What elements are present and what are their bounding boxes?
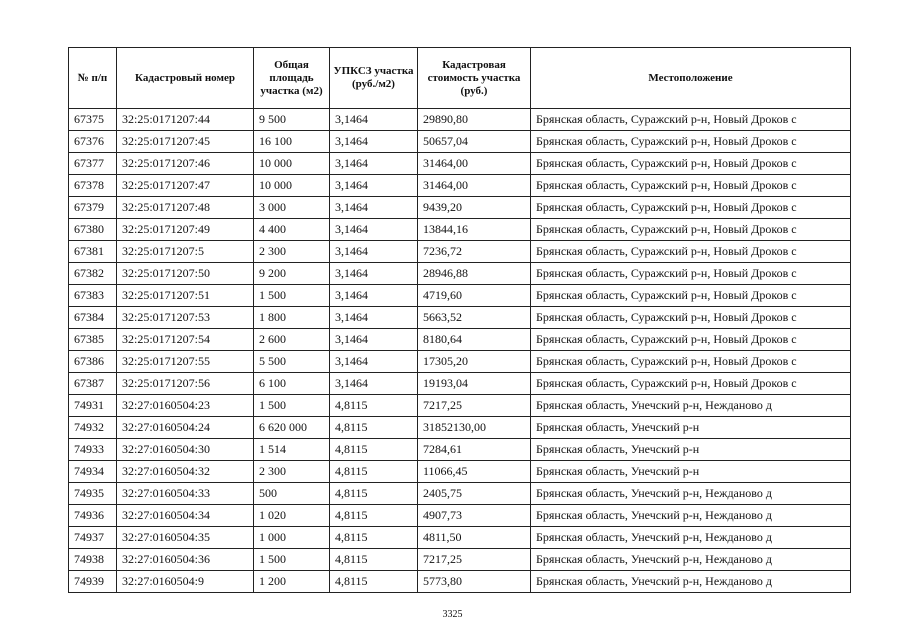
table-row <box>69 549 851 571</box>
cell-num: 74931 <box>69 395 117 417</box>
cell-num: 74939 <box>69 571 117 593</box>
cell-num: 74935 <box>69 483 117 505</box>
cell-upk: 3,1464 <box>330 351 418 373</box>
table-row <box>69 527 851 549</box>
table-row <box>69 329 851 351</box>
cell-area: 1 000 <box>254 527 330 549</box>
cell-num: 67377 <box>69 153 117 175</box>
cell-location: Брянская область, Суражский р-н, Новый Дроков с <box>531 175 851 197</box>
cell-area: 2 600 <box>254 329 330 351</box>
cell-cadastral-number: 32:27:0160504:24 <box>117 417 254 439</box>
cell-cadastral-cost: 7284,61 <box>418 439 531 461</box>
cell-location: Брянская область, Унечский р-н <box>531 439 851 461</box>
cell-upk: 4,8115 <box>330 439 418 461</box>
cell-location: Брянская область, Суражский р-н, Новый Дроков с <box>531 109 851 131</box>
cell-cadastral-cost: 9439,20 <box>418 197 531 219</box>
cell-num: 67386 <box>69 351 117 373</box>
cell-num: 74937 <box>69 527 117 549</box>
header-cadastral-number: Кадастровый номер <box>117 48 254 109</box>
cell-upk: 4,8115 <box>330 549 418 571</box>
cell-cadastral-cost: 17305,20 <box>418 351 531 373</box>
cell-area: 6 620 000 <box>254 417 330 439</box>
cell-num: 74933 <box>69 439 117 461</box>
cell-num: 67376 <box>69 131 117 153</box>
cell-num: 74936 <box>69 505 117 527</box>
table-row <box>69 571 851 593</box>
cell-cadastral-cost: 8180,64 <box>418 329 531 351</box>
cell-cadastral-number: 32:25:0171207:51 <box>117 285 254 307</box>
cell-location: Брянская область, Унечский р-н <box>531 461 851 483</box>
cell-upk: 3,1464 <box>330 197 418 219</box>
cell-cadastral-number: 32:25:0171207:55 <box>117 351 254 373</box>
cell-upk: 4,8115 <box>330 461 418 483</box>
cell-cadastral-number: 32:27:0160504:9 <box>117 571 254 593</box>
cell-num: 67380 <box>69 219 117 241</box>
table-row <box>69 175 851 197</box>
table-row <box>69 505 851 527</box>
cell-area: 2 300 <box>254 241 330 263</box>
cell-upk: 4,8115 <box>330 417 418 439</box>
cell-upk: 4,8115 <box>330 395 418 417</box>
cell-num: 67382 <box>69 263 117 285</box>
table-body <box>69 109 851 593</box>
cell-area: 1 500 <box>254 395 330 417</box>
cell-area: 1 800 <box>254 307 330 329</box>
cell-cadastral-cost: 29890,80 <box>418 109 531 131</box>
cell-cadastral-number: 32:25:0171207:44 <box>117 109 254 131</box>
cell-location: Брянская область, Суражский р-н, Новый Дроков с <box>531 373 851 395</box>
cell-cadastral-number: 32:25:0171207:49 <box>117 219 254 241</box>
cell-location: Брянская область, Унечский р-н, Нежданово д <box>531 527 851 549</box>
cell-upk: 3,1464 <box>330 263 418 285</box>
cell-upk: 3,1464 <box>330 153 418 175</box>
cell-location: Брянская область, Суражский р-н, Новый Дроков с <box>531 263 851 285</box>
cell-upk: 3,1464 <box>330 131 418 153</box>
cell-area: 5 500 <box>254 351 330 373</box>
table-row <box>69 417 851 439</box>
cell-cadastral-cost: 4811,50 <box>418 527 531 549</box>
cell-num: 67384 <box>69 307 117 329</box>
table-header-row <box>69 48 851 109</box>
cell-location: Брянская область, Суражский р-н, Новый Дроков с <box>531 329 851 351</box>
table-row <box>69 285 851 307</box>
cell-cadastral-number: 32:25:0171207:53 <box>117 307 254 329</box>
cell-num: 67378 <box>69 175 117 197</box>
page-number: 3325 <box>442 609 463 620</box>
cell-location: Брянская область, Суражский р-н, Новый Дроков с <box>531 351 851 373</box>
cell-num: 74938 <box>69 549 117 571</box>
cell-upk: 4,8115 <box>330 527 418 549</box>
cell-cadastral-number: 32:25:0171207:5 <box>117 241 254 263</box>
table-row <box>69 241 851 263</box>
cell-area: 500 <box>254 483 330 505</box>
cell-upk: 4,8115 <box>330 571 418 593</box>
cell-cadastral-cost: 5773,80 <box>418 571 531 593</box>
table-row <box>69 219 851 241</box>
cell-num: 74932 <box>69 417 117 439</box>
cell-cadastral-cost: 31852130,00 <box>418 417 531 439</box>
table-row <box>69 263 851 285</box>
cell-area: 6 100 <box>254 373 330 395</box>
table-row <box>69 483 851 505</box>
cell-upk: 3,1464 <box>330 285 418 307</box>
header-num: № п/п <box>69 48 117 109</box>
cell-upk: 3,1464 <box>330 307 418 329</box>
cell-area: 1 500 <box>254 549 330 571</box>
table-row <box>69 307 851 329</box>
cell-cadastral-cost: 4907,73 <box>418 505 531 527</box>
cell-upk: 3,1464 <box>330 219 418 241</box>
table-row <box>69 373 851 395</box>
cell-area: 10 000 <box>254 153 330 175</box>
table-row <box>69 197 851 219</box>
cell-location: Брянская область, Суражский р-н, Новый Дроков с <box>531 197 851 219</box>
cell-upk: 4,8115 <box>330 505 418 527</box>
cell-num: 67383 <box>69 285 117 307</box>
table-row <box>69 109 851 131</box>
table-row <box>69 131 851 153</box>
cell-cadastral-cost: 11066,45 <box>418 461 531 483</box>
cell-area: 1 500 <box>254 285 330 307</box>
header-cadastral-cost: Кадастровая стоимость участка (руб.) <box>418 48 531 109</box>
cell-num: 74934 <box>69 461 117 483</box>
cell-cadastral-cost: 2405,75 <box>418 483 531 505</box>
cell-location: Брянская область, Унечский р-н, Нежданово д <box>531 571 851 593</box>
cell-location: Брянская область, Суражский р-н, Новый Дроков с <box>531 307 851 329</box>
cadastral-table <box>68 47 851 593</box>
cell-upk: 3,1464 <box>330 329 418 351</box>
cell-cadastral-cost: 5663,52 <box>418 307 531 329</box>
cell-location: Брянская область, Суражский р-н, Новый Дроков с <box>531 131 851 153</box>
cell-cadastral-number: 32:27:0160504:35 <box>117 527 254 549</box>
cell-cadastral-cost: 13844,16 <box>418 219 531 241</box>
cell-cadastral-number: 32:27:0160504:32 <box>117 461 254 483</box>
table-row <box>69 153 851 175</box>
cell-upk: 4,8115 <box>330 483 418 505</box>
cell-upk: 3,1464 <box>330 373 418 395</box>
cell-area: 3 000 <box>254 197 330 219</box>
header-upk: УПКСЗ участка (руб./м2) <box>330 48 418 109</box>
cell-area: 4 400 <box>254 219 330 241</box>
cell-cadastral-number: 32:25:0171207:45 <box>117 131 254 153</box>
cell-location: Брянская область, Унечский р-н, Нежданово д <box>531 395 851 417</box>
cell-cadastral-cost: 31464,00 <box>418 153 531 175</box>
cell-num: 67375 <box>69 109 117 131</box>
cell-cadastral-number: 32:27:0160504:33 <box>117 483 254 505</box>
cell-location: Брянская область, Суражский р-н, Новый Дроков с <box>531 241 851 263</box>
cell-num: 67387 <box>69 373 117 395</box>
cell-cadastral-number: 32:25:0171207:54 <box>117 329 254 351</box>
cell-area: 9 500 <box>254 109 330 131</box>
cell-cadastral-number: 32:27:0160504:36 <box>117 549 254 571</box>
cell-location: Брянская область, Унечский р-н, Нежданово д <box>531 549 851 571</box>
cell-cadastral-cost: 7236,72 <box>418 241 531 263</box>
header-location: Местоположение <box>531 48 851 109</box>
cell-cadastral-number: 32:25:0171207:47 <box>117 175 254 197</box>
table-row <box>69 461 851 483</box>
cell-cadastral-number: 32:25:0171207:46 <box>117 153 254 175</box>
cell-area: 9 200 <box>254 263 330 285</box>
cell-num: 67381 <box>69 241 117 263</box>
table-row <box>69 351 851 373</box>
cell-location: Брянская область, Суражский р-н, Новый Дроков с <box>531 219 851 241</box>
table-row <box>69 395 851 417</box>
cell-cadastral-number: 32:25:0171207:50 <box>117 263 254 285</box>
cell-cadastral-number: 32:27:0160504:23 <box>117 395 254 417</box>
cell-area: 16 100 <box>254 131 330 153</box>
cell-cadastral-cost: 7217,25 <box>418 549 531 571</box>
cell-area: 1 514 <box>254 439 330 461</box>
cell-location: Брянская область, Унечский р-н <box>531 417 851 439</box>
cell-cadastral-number: 32:25:0171207:48 <box>117 197 254 219</box>
cell-area: 1 200 <box>254 571 330 593</box>
table-row <box>69 439 851 461</box>
cell-num: 67385 <box>69 329 117 351</box>
cell-area: 2 300 <box>254 461 330 483</box>
cell-cadastral-number: 32:27:0160504:30 <box>117 439 254 461</box>
cell-cadastral-cost: 31464,00 <box>418 175 531 197</box>
cell-upk: 3,1464 <box>330 109 418 131</box>
cell-location: Брянская область, Суражский р-н, Новый Дроков с <box>531 285 851 307</box>
cell-upk: 3,1464 <box>330 175 418 197</box>
cell-area: 1 020 <box>254 505 330 527</box>
cell-cadastral-cost: 50657,04 <box>418 131 531 153</box>
cell-num: 67379 <box>69 197 117 219</box>
cell-cadastral-cost: 4719,60 <box>418 285 531 307</box>
cell-location: Брянская область, Суражский р-н, Новый Дроков с <box>531 153 851 175</box>
cell-cadastral-number: 32:25:0171207:56 <box>117 373 254 395</box>
cell-cadastral-cost: 28946,88 <box>418 263 531 285</box>
cell-area: 10 000 <box>254 175 330 197</box>
header-area: Общая площадь участка (м2) <box>254 48 330 109</box>
cell-cadastral-cost: 7217,25 <box>418 395 531 417</box>
cell-cadastral-number: 32:27:0160504:34 <box>117 505 254 527</box>
cell-location: Брянская область, Унечский р-н, Нежданово д <box>531 483 851 505</box>
cell-cadastral-cost: 19193,04 <box>418 373 531 395</box>
cell-upk: 3,1464 <box>330 241 418 263</box>
cell-location: Брянская область, Унечский р-н, Нежданово д <box>531 505 851 527</box>
